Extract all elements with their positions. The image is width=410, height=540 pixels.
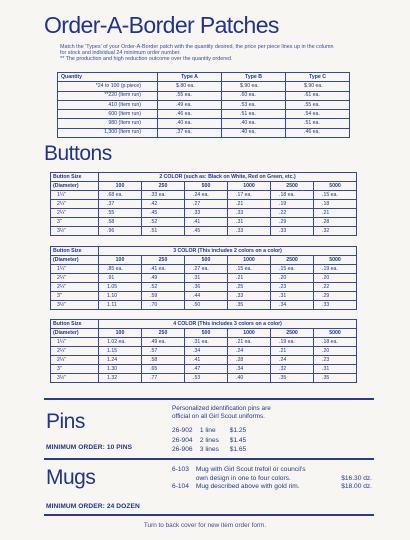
intro-line: Match the 'Types' of your Order-A-Border patch with the quantity desired, the price per piece lines up in the column bbox=[60, 44, 334, 50]
intro-line: ** The production and high reduction outcome over the quantity ordered. bbox=[60, 56, 233, 63]
table-cell: .35 bbox=[228, 301, 271, 310]
table-cell: .33 bbox=[228, 209, 271, 218]
table-cell: .33 bbox=[314, 301, 357, 310]
table-header-row bbox=[51, 247, 357, 256]
table-row bbox=[51, 338, 357, 347]
list-item bbox=[172, 436, 246, 446]
item-description: own design in one to four colors. bbox=[195, 474, 291, 482]
table-cell: .45 bbox=[185, 227, 228, 236]
table-cell: .21 ea. bbox=[228, 338, 271, 347]
table-cell: 3½" bbox=[51, 301, 99, 310]
table-cell: .33 ea. bbox=[142, 191, 185, 200]
table-cell: .40 ea. bbox=[158, 119, 222, 128]
table-header-row bbox=[51, 320, 357, 329]
table-cell: .96 bbox=[99, 227, 142, 236]
table-cell: .45 bbox=[142, 209, 185, 218]
table-cell: .24 bbox=[271, 356, 314, 365]
table-cell: .28 bbox=[314, 218, 357, 227]
table-cell: .21 bbox=[271, 347, 314, 356]
table-cell: .35 bbox=[314, 374, 357, 383]
item-lines: 1 line bbox=[199, 427, 216, 434]
list-item bbox=[172, 466, 372, 475]
quantity-header: 100 bbox=[99, 182, 142, 191]
list-item bbox=[172, 426, 246, 436]
table-cell: .53 ea. bbox=[222, 100, 286, 109]
pins-description bbox=[172, 405, 372, 421]
table-cell: 1.15 bbox=[99, 347, 142, 356]
table-cell: .41 bbox=[185, 218, 228, 227]
table-cell: .50 bbox=[185, 301, 228, 310]
table-row bbox=[51, 200, 357, 209]
column-header: (Diameter) bbox=[51, 256, 99, 265]
item-lines: 2 lines bbox=[199, 436, 219, 444]
pins-description-line: official on all Girl Scout uniforms. bbox=[172, 413, 265, 420]
table-cell: 3½" bbox=[51, 227, 99, 236]
table-cell: .33 bbox=[228, 292, 271, 301]
table-cell: .33 bbox=[271, 227, 314, 236]
table-cell: 2¼" bbox=[51, 200, 99, 209]
table-cell: .37 bbox=[99, 200, 142, 209]
buttons-3-color-table bbox=[50, 246, 357, 310]
table-row bbox=[51, 209, 357, 218]
table-cell: .31 bbox=[228, 218, 271, 227]
table-cell: .15 ea. bbox=[314, 191, 357, 200]
table-cell: .18 ea. bbox=[271, 191, 314, 200]
quantity-header: 1000 bbox=[228, 329, 271, 338]
quantity-header: 250 bbox=[142, 256, 185, 265]
table-row bbox=[51, 274, 357, 283]
table-cell: .60 ea. bbox=[222, 91, 286, 100]
table-cell: 1¼" bbox=[51, 338, 99, 347]
table-cell: .34 bbox=[271, 301, 314, 310]
table-cell: .51 bbox=[142, 227, 185, 236]
table-cell: .31 bbox=[271, 292, 314, 301]
item-price: $18.00 dz. bbox=[341, 483, 372, 491]
table-cell: 2¼" bbox=[51, 356, 99, 365]
table-cell: .40 ea. bbox=[222, 119, 286, 128]
table-cell: .21 bbox=[228, 274, 271, 283]
table-cell: .17 ea. bbox=[228, 191, 271, 200]
table-row bbox=[51, 292, 357, 301]
pins-minimum-order: MINIMUM ORDER: 10 PINS bbox=[46, 444, 133, 451]
table-cell: .33 bbox=[185, 209, 228, 218]
item-code: 6-104 bbox=[172, 483, 189, 491]
item-price: $16.30 dz. bbox=[341, 474, 372, 482]
color-group-header: 2 COLOR (such as: Black on White, Red on Green, etc.) bbox=[99, 173, 357, 182]
table-cell: .23 bbox=[314, 356, 357, 365]
column-header: Type C bbox=[286, 73, 350, 82]
table-cell: 1.30 bbox=[99, 365, 142, 374]
table-cell: 1¼" bbox=[51, 265, 99, 274]
page-title: Order-A-Border Patches bbox=[44, 12, 279, 38]
quantity-header: 500 bbox=[185, 182, 228, 191]
mugs-heading: Mugs bbox=[46, 466, 96, 489]
table-header-row bbox=[51, 329, 357, 338]
table-row bbox=[51, 283, 357, 292]
table-cell: .58 bbox=[99, 218, 142, 227]
table-cell: .23 bbox=[271, 283, 314, 292]
table-cell: .15 ea. bbox=[271, 265, 314, 274]
table-cell: $.90 ea. bbox=[286, 82, 350, 91]
table-cell: .40 bbox=[228, 374, 271, 383]
table-cell: 2¼" bbox=[51, 283, 99, 292]
table-cell: 2¼" bbox=[51, 347, 99, 356]
table-row bbox=[58, 119, 350, 128]
table-cell: .22 bbox=[271, 209, 314, 218]
table-header-row bbox=[51, 173, 357, 182]
table-cell: .27 ea. bbox=[185, 265, 228, 274]
table-cell: 1¼" bbox=[51, 191, 99, 200]
table-cell: .77 bbox=[142, 374, 185, 383]
color-group-header: 3 COLOR (This includes 2 colors on a color) bbox=[99, 247, 357, 256]
table-cell: .46 ea. bbox=[286, 128, 350, 137]
item-price: $1.45 bbox=[229, 436, 247, 444]
column-header: Button Size bbox=[51, 247, 99, 256]
buttons-4-color-table bbox=[50, 319, 357, 383]
intro-line: for stock and individual 24 minimum order number. bbox=[60, 50, 181, 57]
table-row bbox=[51, 365, 357, 374]
table-cell: .29 bbox=[271, 218, 314, 227]
table-cell: 1.11 bbox=[99, 301, 142, 310]
quantity-header: 2500 bbox=[271, 256, 314, 265]
buttons-2-color-table bbox=[50, 172, 357, 236]
table-cell: .25 bbox=[228, 283, 271, 292]
item-price: $1.65 bbox=[229, 446, 247, 454]
table-cell: 1.24 bbox=[99, 356, 142, 365]
table-header-row bbox=[51, 256, 357, 265]
table-cell: .65 bbox=[142, 365, 185, 374]
table-cell: .32 bbox=[271, 365, 314, 374]
table-row bbox=[51, 227, 357, 236]
pins-heading: Pins bbox=[46, 410, 85, 433]
table-cell: .51 ea. bbox=[222, 110, 286, 119]
color-group-header: 4 COLOR (This includes 3 colors on a color) bbox=[99, 320, 357, 329]
table-cell: 3½" bbox=[51, 374, 99, 383]
table-row bbox=[51, 356, 357, 365]
section-divider bbox=[44, 458, 374, 460]
quantity-header: 5000 bbox=[314, 182, 357, 191]
item-code: 26-904 bbox=[172, 436, 193, 444]
table-cell: .20 bbox=[314, 274, 357, 283]
table-cell: .24 ea. bbox=[185, 191, 228, 200]
table-cell: .70 bbox=[142, 301, 185, 310]
table-cell: **220 (Item run) bbox=[58, 91, 158, 100]
table-cell: .52 bbox=[142, 283, 185, 292]
table-cell: .49 ea. bbox=[142, 338, 185, 347]
item-description: Mug described above with gold rim. bbox=[195, 483, 300, 491]
table-cell: .52 bbox=[142, 218, 185, 227]
table-cell: .29 bbox=[314, 292, 357, 301]
table-cell: .46 ea. bbox=[158, 110, 222, 119]
table-cell: $.90 ea. bbox=[222, 82, 286, 91]
column-header: Button Size bbox=[51, 320, 99, 329]
table-cell: .19 ea. bbox=[271, 338, 314, 347]
table-cell: .18 bbox=[314, 200, 357, 209]
table-cell: 1.02 ea. bbox=[99, 338, 142, 347]
table-row bbox=[51, 374, 357, 383]
table-cell: .55 bbox=[99, 209, 142, 218]
table-cell: .31 bbox=[185, 274, 228, 283]
table-cell: .53 bbox=[185, 374, 228, 383]
quantity-header: 5000 bbox=[314, 256, 357, 265]
table-cell: .18 ea. bbox=[314, 338, 357, 347]
table-cell: .34 bbox=[185, 347, 228, 356]
table-cell: *24 to 100 (p.piece) bbox=[58, 82, 158, 91]
table-cell: .55 ea. bbox=[158, 91, 222, 100]
mugs-item-list bbox=[172, 466, 372, 492]
table-cell: .44 bbox=[185, 292, 228, 301]
table-cell: 1.05 bbox=[99, 283, 142, 292]
item-code: 26-906 bbox=[172, 446, 193, 454]
quantity-header: 500 bbox=[185, 256, 228, 265]
table-cell: .57 bbox=[142, 347, 185, 356]
quantity-header: 500 bbox=[185, 329, 228, 338]
table-header-row bbox=[58, 73, 350, 82]
table-cell: .33 bbox=[228, 227, 271, 236]
quantity-header: 2500 bbox=[271, 329, 314, 338]
table-cell: .47 bbox=[185, 365, 228, 374]
table-cell: .36 bbox=[185, 283, 228, 292]
table-cell: .41 ea. bbox=[142, 265, 185, 274]
table-row bbox=[51, 218, 357, 227]
table-cell: 2¼" bbox=[51, 209, 99, 218]
table-cell: .61 ea. bbox=[286, 91, 350, 100]
quantity-header: 5000 bbox=[314, 329, 357, 338]
table-cell: .54 ea. bbox=[286, 110, 350, 119]
pins-description-line: Personalized identification pins are bbox=[172, 405, 271, 412]
pins-item-list bbox=[172, 426, 246, 455]
table-cell: .31 bbox=[314, 365, 357, 374]
table-cell: .59 bbox=[142, 292, 185, 301]
table-cell: 600 (Item run) bbox=[58, 110, 158, 119]
table-row bbox=[58, 100, 350, 109]
table-cell: .19 ea. bbox=[314, 265, 357, 274]
table-cell: 1.10 bbox=[99, 292, 142, 301]
table-cell: .15 ea. bbox=[228, 265, 271, 274]
table-row bbox=[51, 265, 357, 274]
table-cell: .68 ea. bbox=[99, 191, 142, 200]
column-header: Quantity bbox=[58, 73, 158, 82]
table-cell: 410 (Item run) bbox=[58, 100, 158, 109]
table-cell: .51 ea. bbox=[286, 119, 350, 128]
quantity-header: 1000 bbox=[228, 256, 271, 265]
buttons-heading: Buttons bbox=[44, 142, 112, 165]
column-header: (Diameter) bbox=[51, 329, 99, 338]
table-cell: 1.32 bbox=[99, 374, 142, 383]
table-cell: .85 ea. bbox=[99, 265, 142, 274]
table-row bbox=[58, 82, 350, 91]
column-header: Type B bbox=[222, 73, 286, 82]
column-header: Type A bbox=[158, 73, 222, 82]
quantity-header: 250 bbox=[142, 182, 185, 191]
table-cell: .35 bbox=[271, 374, 314, 383]
table-cell: .21 bbox=[314, 209, 357, 218]
item-code: 26-902 bbox=[172, 427, 193, 434]
table-cell: .42 bbox=[142, 200, 185, 209]
item-price: $1.25 bbox=[229, 427, 247, 434]
table-row bbox=[58, 91, 350, 100]
mugs-minimum-order: MINIMUM ORDER: 24 DOZEN bbox=[46, 503, 140, 510]
table-header-row bbox=[51, 182, 357, 191]
table-cell: .41 bbox=[185, 356, 228, 365]
quantity-header: 100 bbox=[99, 256, 142, 265]
quantity-header: 1000 bbox=[228, 182, 271, 191]
table-cell: 1,300 (Item run) bbox=[58, 128, 158, 137]
table-cell: 3" bbox=[51, 218, 99, 227]
table-cell: .20 bbox=[314, 347, 357, 356]
table-row bbox=[51, 301, 357, 310]
section-divider bbox=[44, 514, 374, 516]
list-item bbox=[172, 483, 372, 492]
section-divider bbox=[44, 398, 374, 400]
table-cell: .24 bbox=[228, 347, 271, 356]
table-cell: .19 bbox=[271, 200, 314, 209]
table-cell: .27 bbox=[185, 200, 228, 209]
item-lines: 3 lines bbox=[199, 446, 219, 454]
item-code: 6-103 bbox=[172, 466, 189, 473]
table-cell: 3" bbox=[51, 365, 99, 374]
table-cell: .91 bbox=[99, 274, 142, 283]
table-cell: .58 bbox=[142, 356, 185, 365]
table-cell: .31 ea. bbox=[185, 338, 228, 347]
table-cell: .32 bbox=[314, 227, 357, 236]
table-cell: .55 ea. bbox=[286, 100, 350, 109]
footer-note: Turn to back cover for new item order form. bbox=[143, 522, 267, 529]
list-item-continued bbox=[172, 475, 372, 484]
quantity-header: 2500 bbox=[271, 182, 314, 191]
table-cell: 980 (Item run) bbox=[58, 119, 158, 128]
table-cell: .37 ea. bbox=[158, 128, 222, 137]
table-cell: .40 ea. bbox=[222, 128, 286, 137]
table-cell: .20 bbox=[271, 274, 314, 283]
table-cell: 3" bbox=[51, 292, 99, 301]
table-row bbox=[58, 128, 350, 137]
table-row bbox=[51, 191, 357, 200]
table-row bbox=[51, 347, 357, 356]
table-cell: .49 bbox=[142, 274, 185, 283]
table-cell: .49 ea. bbox=[158, 100, 222, 109]
list-item bbox=[172, 445, 246, 455]
table-cell: .34 bbox=[228, 365, 271, 374]
table-cell: .21 bbox=[228, 200, 271, 209]
column-header: (Diameter) bbox=[51, 182, 99, 191]
patches-intro bbox=[60, 44, 380, 63]
table-cell: $.80 ea. bbox=[158, 82, 222, 91]
patches-price-table bbox=[57, 72, 350, 138]
table-cell: 2¼" bbox=[51, 274, 99, 283]
table-cell: .28 bbox=[228, 356, 271, 365]
table-row bbox=[58, 110, 350, 119]
quantity-header: 100 bbox=[99, 329, 142, 338]
item-description: Mug with Girl Scout trefoil or council's bbox=[195, 466, 306, 473]
quantity-header: 250 bbox=[142, 329, 185, 338]
column-header: Button Size bbox=[51, 173, 99, 182]
table-cell: .22 bbox=[314, 283, 357, 292]
